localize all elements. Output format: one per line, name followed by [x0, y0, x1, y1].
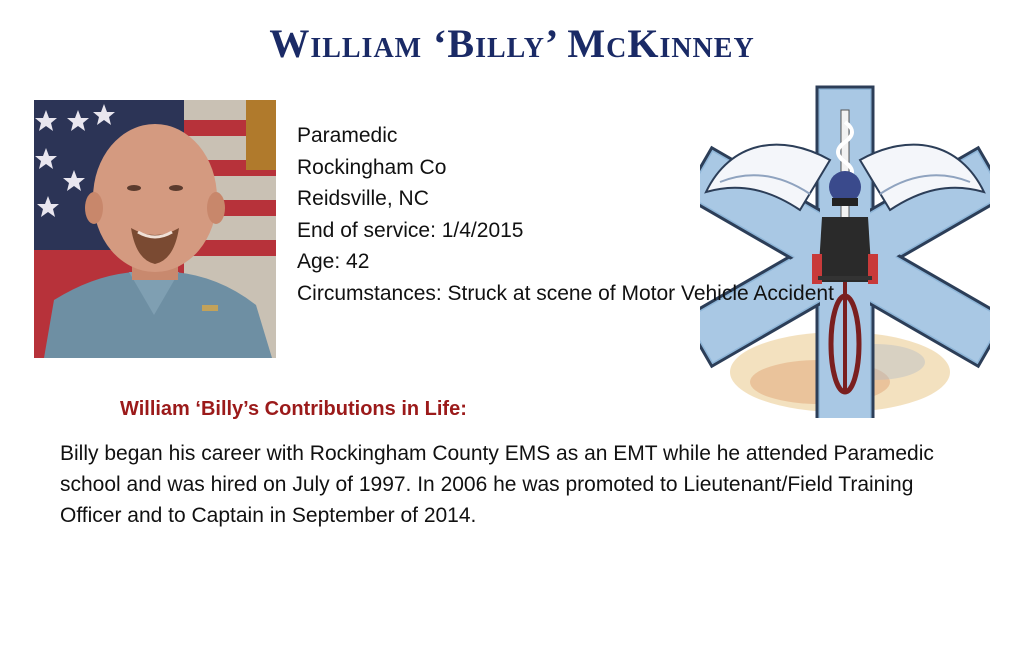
- end-of-service-text: End of service: 1/4/2015: [297, 218, 524, 242]
- contributions-heading: William ‘Billy’s Contributions in Life:: [120, 398, 467, 420]
- page-title: William ‘Billy’ McKinney: [269, 21, 755, 66]
- location-text: Reidsville, NC: [297, 187, 429, 210]
- member-details: [297, 120, 834, 309]
- role-text: Paramedic: [297, 124, 398, 147]
- portrait-illustration: [34, 100, 276, 358]
- county-text: Rockingham Co: [297, 155, 447, 179]
- circumstances-text: Circumstances: Struck at scene of Motor Vehicle Accident: [297, 281, 834, 305]
- contributions-body: Billy began his career with Rockingham County EMS as an EMT while he attended Paramedic school and was hired on July of 1997. In 2006 he was promoted to Lieutenant/Field Training Officer and to Captain in September of 2014.: [60, 442, 934, 527]
- age-text: Age: 42: [297, 250, 370, 273]
- portrait-photo: [34, 100, 276, 358]
